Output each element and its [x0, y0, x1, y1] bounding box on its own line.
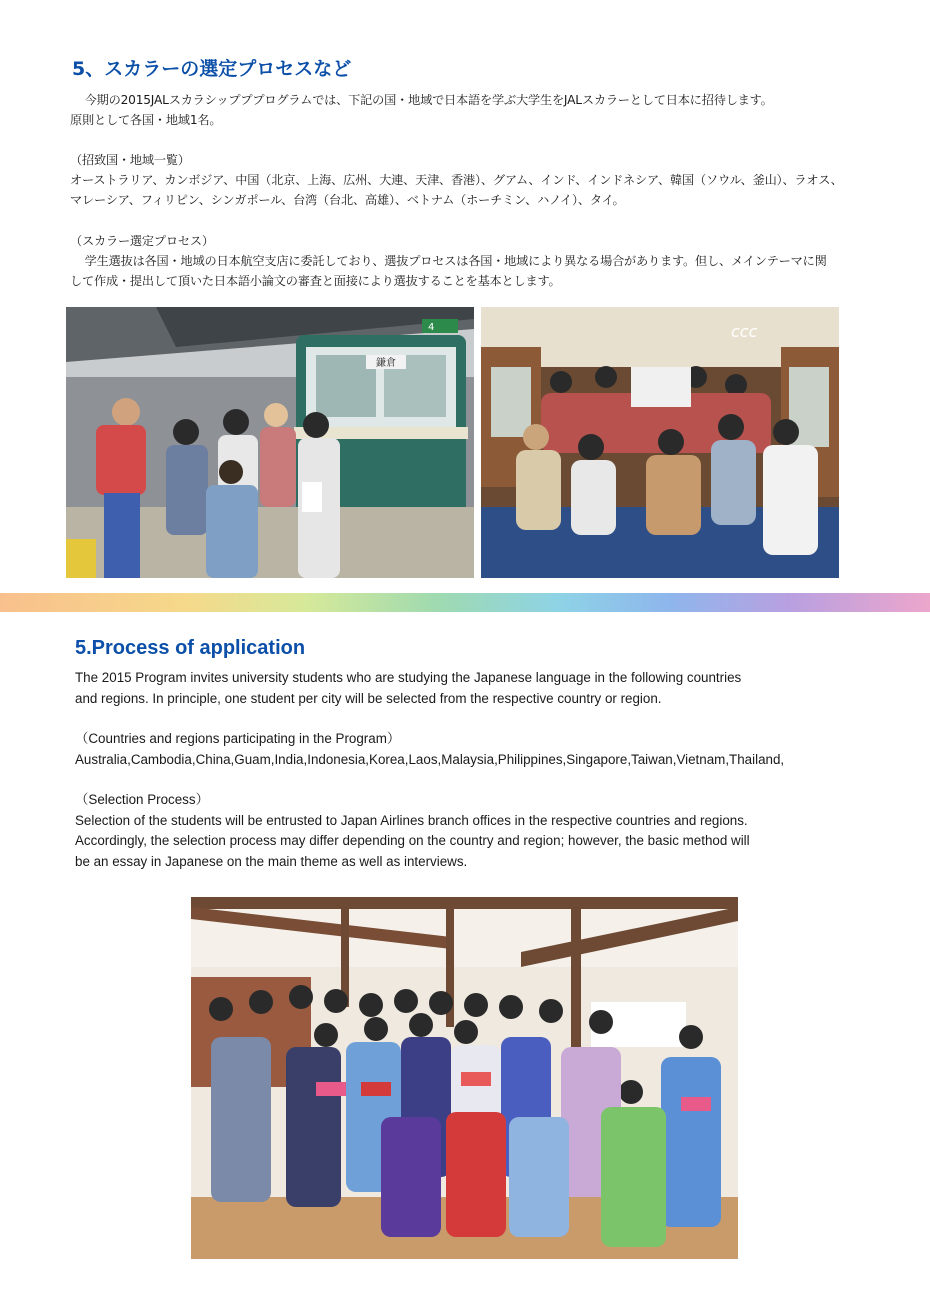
jp-selection-line-1: 学生選抜は各国・地域の日本航空支店に委託しており、選抜プロセスは各国・地域により異なる場合があります。但し、メインテーマに関 [84, 254, 827, 268]
jp-selection-line-2: して作成・提出して頂いた日本語小論文の審査と面接により選抜することを基本とします。 [70, 274, 561, 288]
jp-countries-line-2: マレーシア、フィリピン、シンガポール、台湾（台北、高雄）、ベトナム（ホーチミン、ハノイ）、タイ。 [70, 193, 625, 207]
jp-selection-block [70, 231, 875, 291]
en-selection-line-1: Selection of the students will be entrusted to Japan Airlines branch offices in the respective countries and regions. [75, 812, 748, 828]
en-intro-line-1: The 2015 Program invites university students who are studying the Japanese language in the following countries [75, 670, 742, 685]
photo-train-station-group [66, 307, 474, 578]
rainbow-divider [0, 593, 930, 612]
en-countries-list: Australia,Cambodia,China,Guam,India,Indonesia,Korea,Laos,Malaysia,Philippines,Singapore,Taiwan,Vietnam,Thailand, [75, 751, 785, 767]
en-selection-block [75, 790, 875, 872]
en-selection-line-2: Accordingly, the selection process may differ depending on the country and region; however, the basic method will [75, 833, 750, 848]
en-countries-block [75, 729, 875, 770]
jp-selection-label: （スカラー選定プロセス） [70, 234, 214, 248]
jp-intro-line-1: 今期の2015JALスカラシップププログラムでは、下記の国・地域で日本語を学ぶ大学生をJALスカラーとして日本に招待します。 [84, 93, 773, 107]
en-intro-line-2: and regions. In principle, one student per city will be selected from the respective country or region. [75, 690, 662, 706]
photo-yukata-group [191, 897, 738, 1259]
en-section-heading: 5.Process of application [75, 637, 306, 659]
jp-countries-line-1: オーストラリア、カンボジア、中国（北京、上海、広州、大連、天津、香港）、グアム、インド、インドネシア、韓国（ソウル、釜山）、ラオス、 [70, 173, 843, 187]
en-selection-line-3: be an essay in Japanese on the main theme as well as interviews. [75, 853, 468, 869]
jp-intro-line-2: 原則として各国・地域1名。 [70, 113, 222, 127]
photo-inside-train-group [481, 307, 839, 578]
en-selection-label: （Selection Process） [75, 792, 209, 807]
en-intro-paragraph [75, 668, 875, 709]
jp-intro-paragraph [70, 90, 870, 130]
train-destination-sign: 鎌倉 [376, 358, 396, 369]
platform-number-sign: 4 [428, 322, 435, 333]
en-countries-label: （Countries and regions participating in the Program） [75, 731, 401, 746]
car-sign: ccc [731, 322, 758, 341]
jp-countries-label: （招致国・地域一覧） [70, 153, 190, 167]
jp-countries-block [70, 150, 870, 210]
jp-section-heading: 5、スカラーの選定プロセスなど [72, 58, 352, 80]
